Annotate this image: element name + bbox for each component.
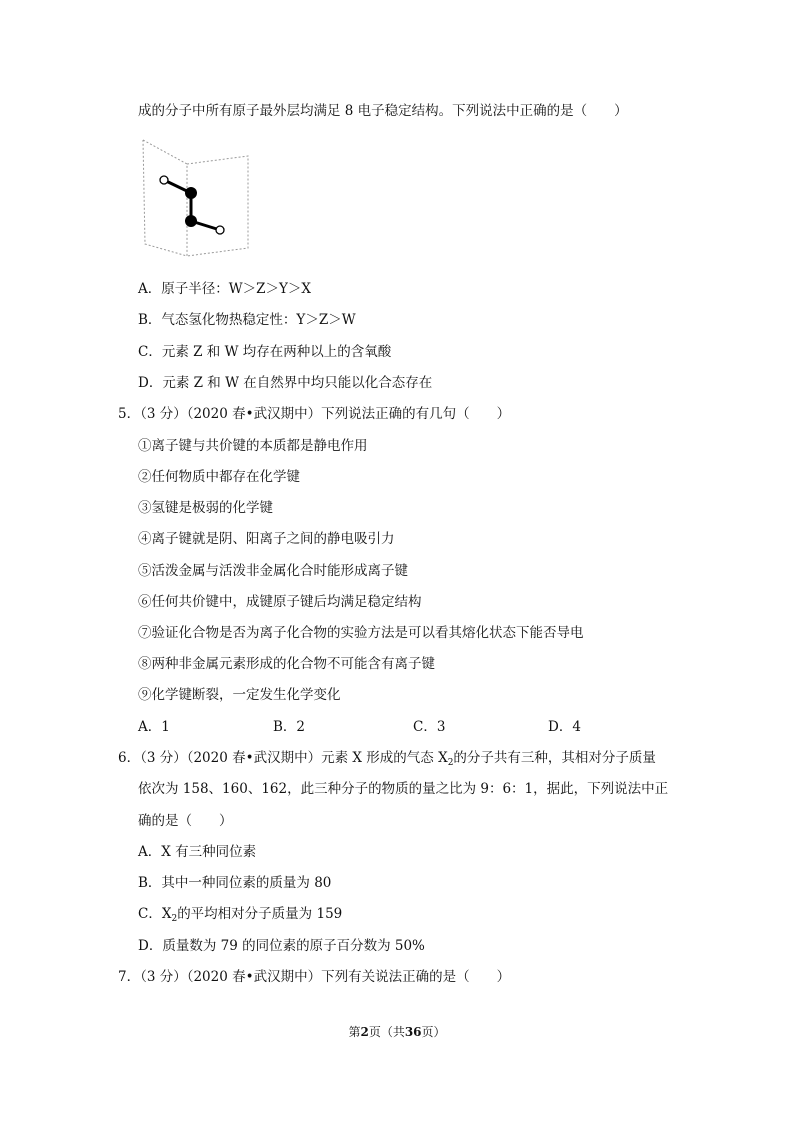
question-4-continuation: 成的分子中所有原子最外层均满足 8 电子稳定结构。下列说法中正确的是（ ） bbox=[138, 103, 628, 119]
q5-statement-3: ③氢键是极弱的化学键 bbox=[138, 500, 273, 516]
question-6-stem-line-3: 确的是（ ） bbox=[138, 813, 233, 829]
atom-small-left bbox=[160, 176, 168, 184]
q6-option-c-part-a: C．X bbox=[138, 906, 172, 922]
q6-option-a: A．X 有三种同位素 bbox=[138, 844, 257, 860]
q5-choice-b: B．2 bbox=[273, 719, 306, 735]
q6-option-d: D．质量数为 79 的同位素的原子百分数为 50% bbox=[138, 938, 425, 954]
atom-small-right bbox=[216, 226, 224, 234]
question-6-stem-line-2: 依次为 158、160、162，此三种分子的物质的量之比为 9：6：1，据此，下列说法中正 bbox=[138, 781, 669, 797]
q5-statement-9: ⑨化学键断裂，一定发生化学变化 bbox=[138, 687, 341, 703]
footer-suffix: 页） bbox=[421, 1025, 446, 1039]
molecule-structure-figure bbox=[138, 134, 258, 266]
q5-statement-7: ⑦验证化合物是否为离子化合物的实验方法是可以看其熔化状态下能否导电 bbox=[138, 625, 584, 641]
footer-page-number: 2 bbox=[360, 1025, 369, 1039]
question-7-stem: 7．（3 分）（2020 春•武汉期中）下列有关说法正确的是（ ） bbox=[118, 969, 511, 985]
q6-option-c bbox=[138, 905, 342, 923]
q5-statement-4: ④离子键就是阴、阳离子之间的静电吸引力 bbox=[138, 531, 395, 547]
q5-statement-5: ⑤活泼金属与活泼非金属化合时能形成离子键 bbox=[138, 563, 408, 579]
right-plane bbox=[187, 156, 248, 256]
q5-choice-c: C．3 bbox=[413, 719, 446, 735]
left-plane bbox=[143, 140, 187, 256]
q5-choice-d: D．4 bbox=[548, 719, 581, 735]
q5-choice-a: A．1 bbox=[138, 719, 170, 735]
q5-statement-8: ⑧两种非金属元素形成的化合物不可能含有离子键 bbox=[138, 656, 435, 672]
page-footer bbox=[0, 1024, 794, 1040]
q6-stem-part-b: 的分子共有三种，其相对分子质量 bbox=[453, 750, 656, 766]
footer-prefix: 第 bbox=[348, 1025, 361, 1039]
q5-statement-6: ⑥任何共价键中，成键原子键后均满足稳定结构 bbox=[138, 594, 422, 610]
q6-option-c-part-b: 的平均相对分子质量为 159 bbox=[177, 906, 343, 922]
q5-statement-1: ①离子键与共价键的本质都是静电作用 bbox=[138, 438, 368, 454]
question-6-stem-line-1 bbox=[118, 749, 656, 767]
q4-option-c: C．元素 Z 和 W 均存在两种以上的含氧酸 bbox=[138, 344, 392, 360]
q4-option-b: B．气态氢化物热稳定性：Y＞Z＞W bbox=[138, 312, 356, 328]
atom-large-top bbox=[185, 187, 197, 199]
q6-stem-part-a: 6．（3 分）（2020 春•武汉期中）元素 X 形成的气态 X bbox=[118, 750, 448, 766]
footer-total-pages: 36 bbox=[404, 1025, 422, 1039]
atom-large-bottom bbox=[185, 215, 197, 227]
q6-option-b: B．其中一种同位素的质量为 80 bbox=[138, 875, 332, 891]
footer-middle: 页（共 bbox=[368, 1025, 405, 1039]
q4-option-d: D．元素 Z 和 W 在自然界中均只能以化合态存在 bbox=[138, 375, 433, 391]
q4-option-a: A．原子半径：W＞Z＞Y＞X bbox=[138, 281, 312, 297]
question-5-stem: 5．（3 分）（2020 春•武汉期中）下列说法正确的有几句（ ） bbox=[118, 406, 511, 422]
q6-stem-subscript: 2 bbox=[447, 758, 454, 768]
q5-statement-2: ②任何物质中都存在化学键 bbox=[138, 469, 300, 485]
q6-option-c-subscript: 2 bbox=[171, 914, 178, 924]
